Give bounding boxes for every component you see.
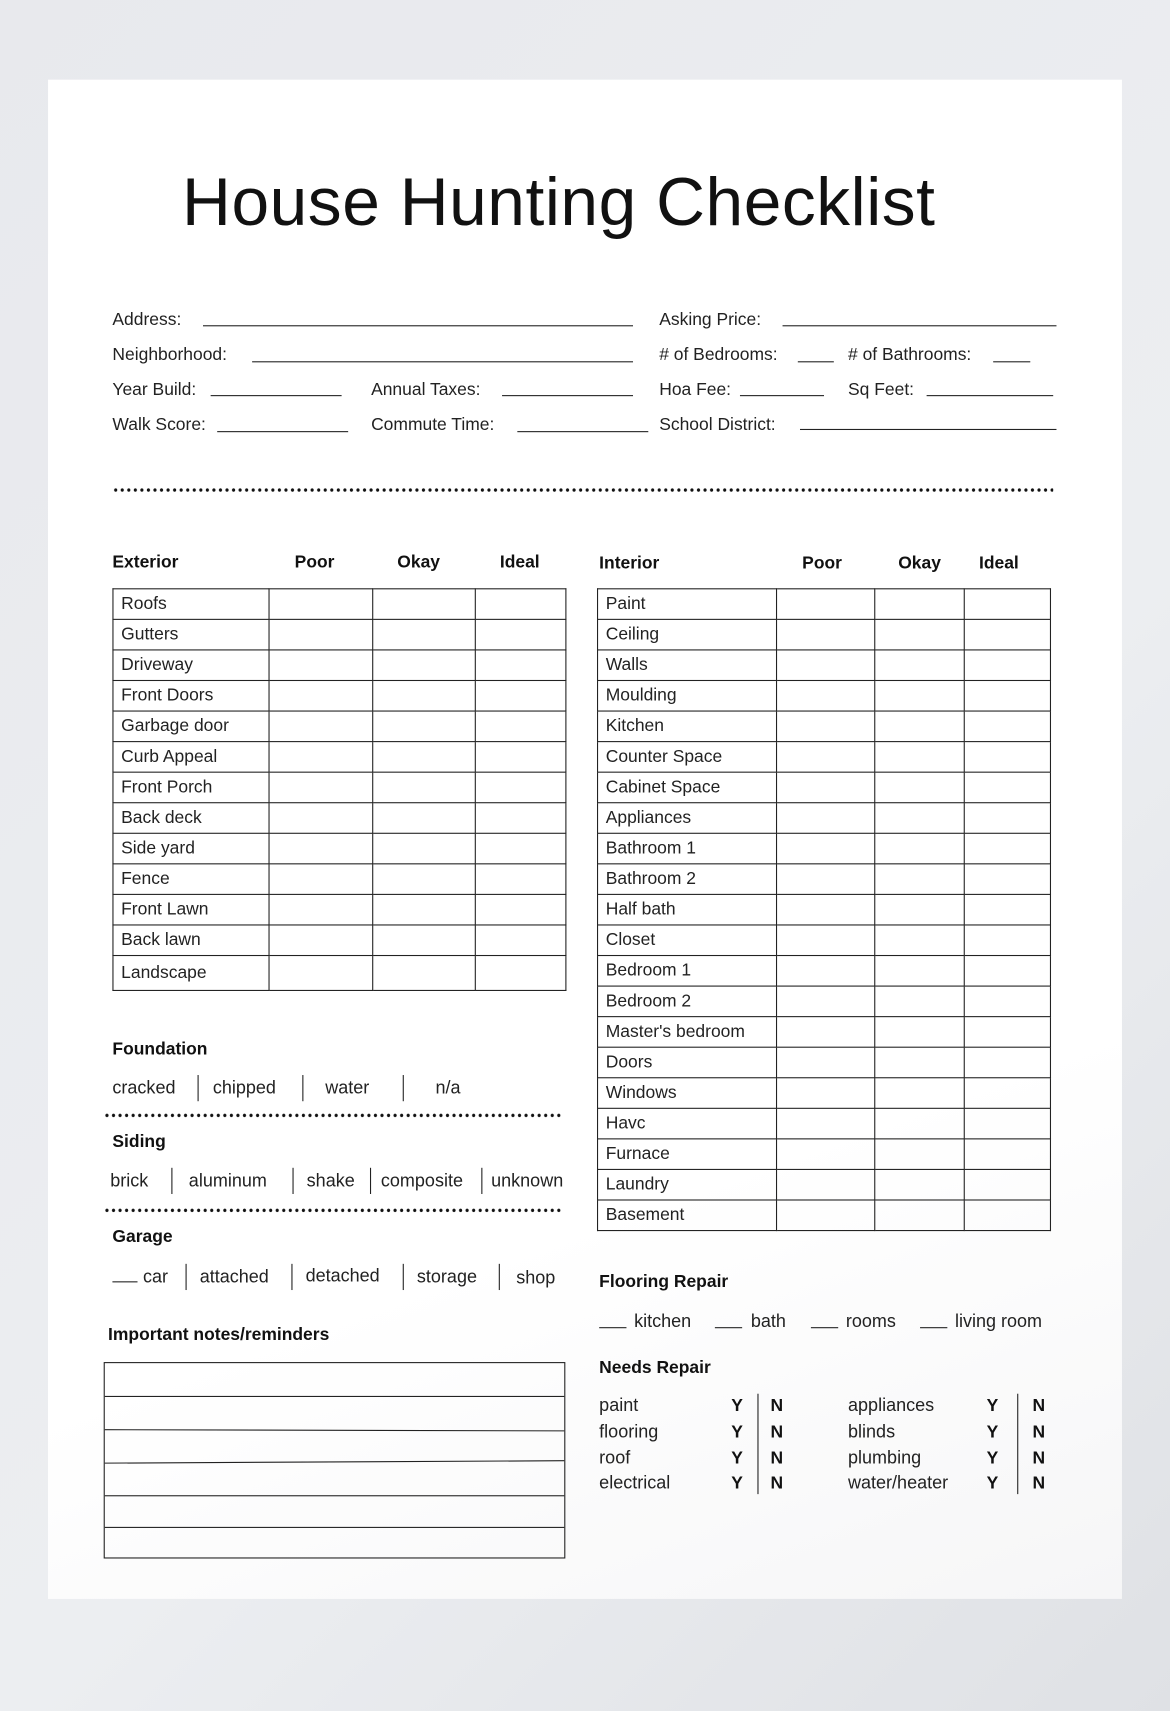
table-row xyxy=(113,925,566,956)
rating-cell-ideal[interactable] xyxy=(476,894,566,925)
table-row xyxy=(113,742,566,773)
address-field[interactable] xyxy=(203,325,633,326)
row-label: Windows xyxy=(598,1078,777,1109)
rating-cell-okay[interactable] xyxy=(875,864,964,895)
rating-cell-okay[interactable] xyxy=(372,680,475,711)
rating-cell-poor[interactable] xyxy=(269,680,372,711)
annual-taxes-field[interactable] xyxy=(502,395,633,396)
foundation-option-na[interactable]: n/a xyxy=(435,1078,461,1098)
table-row xyxy=(598,589,1051,620)
rating-cell-okay[interactable] xyxy=(875,803,964,834)
separator xyxy=(481,1168,482,1194)
garage-option-shop[interactable]: shop xyxy=(516,1268,556,1288)
yes-option[interactable]: Y xyxy=(986,1449,999,1468)
table-row xyxy=(598,803,1051,834)
neighborhood-field[interactable] xyxy=(252,361,633,362)
table-row xyxy=(598,650,1051,681)
table-row xyxy=(113,803,566,834)
rating-cell-okay[interactable] xyxy=(875,833,964,864)
rating-cell-poor[interactable] xyxy=(776,772,875,803)
row-label: Counter Space xyxy=(598,742,777,773)
rating-cell-ideal[interactable] xyxy=(964,589,1050,620)
notes-line xyxy=(105,1429,564,1431)
rating-cell-okay[interactable] xyxy=(372,742,475,773)
separator xyxy=(302,1075,303,1101)
flooring-rooms-blank[interactable] xyxy=(811,1327,838,1328)
notes-heading: Important notes/reminders xyxy=(108,1326,330,1345)
rating-cell-okay[interactable] xyxy=(875,1047,964,1078)
rating-cell-ideal[interactable] xyxy=(476,772,566,803)
table-row xyxy=(113,894,566,925)
table-row xyxy=(598,1108,1051,1139)
rating-cell-poor[interactable] xyxy=(269,650,372,681)
row-label: Doors xyxy=(598,1047,777,1078)
garage-option-car[interactable]: car xyxy=(142,1267,168,1287)
rating-cell-ideal[interactable] xyxy=(476,589,566,620)
table-row xyxy=(113,772,566,803)
rating-cell-okay[interactable] xyxy=(875,1017,964,1048)
siding-option-brick[interactable]: brick xyxy=(110,1171,149,1191)
row-label: Walls xyxy=(598,650,777,681)
row-label: Cabinet Space xyxy=(598,772,777,803)
table-row xyxy=(113,833,566,864)
table-row xyxy=(113,711,566,742)
flooring-bath-blank[interactable] xyxy=(715,1327,742,1328)
rating-cell-ideal[interactable] xyxy=(964,833,1050,864)
row-label: Moulding xyxy=(598,680,777,711)
row-label: Laundry xyxy=(598,1169,777,1200)
table-row xyxy=(598,772,1051,803)
row-label: Front Doors xyxy=(113,680,269,711)
rating-cell-ideal[interactable] xyxy=(964,1078,1050,1109)
rating-cell-poor[interactable] xyxy=(776,650,875,681)
separator xyxy=(198,1075,199,1101)
row-label: Fence xyxy=(113,864,269,895)
dotted-divider xyxy=(112,488,1053,492)
repair-item-label: plumbing xyxy=(848,1448,922,1468)
row-label: Driveway xyxy=(113,650,269,681)
rating-cell-okay[interactable] xyxy=(372,894,475,925)
table-row xyxy=(598,680,1051,711)
table-row xyxy=(598,956,1051,987)
page-title: House Hunting Checklist xyxy=(182,164,936,241)
rating-cell-okay[interactable] xyxy=(875,772,964,803)
notes-box[interactable] xyxy=(104,1362,566,1558)
needs-repair-heading: Needs Repair xyxy=(599,1358,711,1378)
rating-cell-poor[interactable] xyxy=(776,864,875,895)
table-row xyxy=(598,925,1051,956)
rating-cell-okay[interactable] xyxy=(875,1108,964,1139)
row-label: Closet xyxy=(598,925,777,956)
row-label: Roofs xyxy=(113,589,269,620)
row-label: Back lawn xyxy=(113,925,269,956)
bedrooms-field[interactable] xyxy=(798,361,834,362)
flooring-living-room-blank[interactable] xyxy=(920,1327,947,1328)
no-option[interactable]: N xyxy=(770,1449,784,1468)
garage-option-detached[interactable]: detached xyxy=(305,1266,380,1286)
table-row xyxy=(598,1017,1051,1048)
interior-table xyxy=(597,588,1051,1231)
separator xyxy=(499,1264,500,1290)
rating-cell-ideal[interactable] xyxy=(476,803,566,834)
school-district-field[interactable] xyxy=(800,429,1056,430)
notes-line xyxy=(105,1495,564,1496)
rating-cell-okay[interactable] xyxy=(372,925,475,956)
repair-item-label: water/heater xyxy=(848,1473,949,1494)
foundation-option-chipped[interactable]: chipped xyxy=(212,1078,276,1098)
walk-score-label: Walk Score: xyxy=(112,415,206,435)
row-label: Master's bedroom xyxy=(598,1017,777,1048)
flooring-option-rooms: rooms xyxy=(845,1311,896,1332)
table-row xyxy=(113,589,566,620)
repair-item-label: roof xyxy=(599,1448,631,1468)
rating-cell-ideal[interactable] xyxy=(964,619,1050,650)
rating-cell-ideal[interactable] xyxy=(964,1108,1050,1139)
sq-feet-label: Sq Feet: xyxy=(848,380,915,400)
separator xyxy=(370,1168,371,1194)
rating-cell-poor[interactable] xyxy=(269,956,372,991)
yes-option[interactable]: Y xyxy=(986,1474,999,1494)
row-label: Front Porch xyxy=(113,772,269,803)
row-label: Half bath xyxy=(598,894,777,925)
table-row xyxy=(598,894,1051,925)
flooring-option-bath: bath xyxy=(750,1311,786,1332)
no-option[interactable]: N xyxy=(1032,1449,1046,1468)
no-option[interactable]: N xyxy=(1032,1396,1046,1416)
rating-cell-poor[interactable] xyxy=(776,925,875,956)
sq-feet-field[interactable] xyxy=(927,395,1054,396)
yes-option[interactable]: Y xyxy=(731,1423,743,1442)
rating-cell-ideal[interactable] xyxy=(964,711,1050,742)
garage-option-attached[interactable]: attached xyxy=(199,1267,269,1287)
rating-cell-ideal[interactable] xyxy=(964,1017,1050,1048)
row-label: Basement xyxy=(598,1200,777,1231)
row-label: Bathroom 1 xyxy=(598,833,777,864)
rating-cell-ideal[interactable] xyxy=(964,986,1050,1017)
siding-heading: Siding xyxy=(112,1132,166,1152)
siding-option-composite[interactable]: composite xyxy=(380,1171,463,1191)
notes-line xyxy=(105,1396,564,1397)
rating-cell-poor[interactable] xyxy=(776,742,875,773)
yes-option[interactable]: Y xyxy=(731,1449,743,1468)
row-label: Back deck xyxy=(113,803,269,834)
dotted-divider xyxy=(104,1113,563,1117)
rating-cell-poor[interactable] xyxy=(269,803,372,834)
table-row xyxy=(598,711,1051,742)
bathrooms-label: # of Bathrooms: xyxy=(848,345,972,365)
table-row xyxy=(113,956,566,991)
rating-cell-poor[interactable] xyxy=(269,894,372,925)
foundation-option-cracked[interactable]: cracked xyxy=(112,1078,176,1098)
row-label: Furnace xyxy=(598,1139,777,1170)
rating-cell-poor[interactable] xyxy=(776,1047,875,1078)
flooring-heading: Flooring Repair xyxy=(599,1272,729,1292)
rating-cell-poor[interactable] xyxy=(269,619,372,650)
interior-heading: Interior xyxy=(599,554,660,573)
rating-cell-poor[interactable] xyxy=(269,864,372,895)
yes-option[interactable]: Y xyxy=(986,1423,999,1442)
notes-line xyxy=(105,1527,564,1528)
rating-cell-ideal[interactable] xyxy=(964,1047,1050,1078)
table-row xyxy=(598,619,1051,650)
rating-cell-okay[interactable] xyxy=(875,986,964,1017)
table-row xyxy=(598,1047,1051,1078)
rating-cell-ideal[interactable] xyxy=(964,1139,1050,1170)
rating-cell-poor[interactable] xyxy=(269,772,372,803)
separator xyxy=(403,1264,404,1290)
walk-score-field[interactable] xyxy=(217,431,348,432)
table-row xyxy=(113,680,566,711)
rating-cell-okay[interactable] xyxy=(875,925,964,956)
rating-cell-poor[interactable] xyxy=(776,1169,875,1200)
row-label: Havc xyxy=(598,1108,777,1139)
rating-cell-ideal[interactable] xyxy=(964,956,1050,987)
rating-cell-poor[interactable] xyxy=(269,589,372,620)
row-label: Ceiling xyxy=(598,619,777,650)
rating-cell-okay[interactable] xyxy=(372,772,475,803)
rating-cell-ideal[interactable] xyxy=(964,680,1050,711)
table-row xyxy=(598,1139,1051,1170)
rating-cell-poor[interactable] xyxy=(776,1200,875,1231)
separator xyxy=(1017,1394,1018,1494)
interior-col-ideal: Ideal xyxy=(978,554,1019,573)
flooring-option-living-room: living room xyxy=(954,1311,1043,1332)
flooring-kitchen-blank[interactable] xyxy=(599,1327,626,1328)
rating-cell-okay[interactable] xyxy=(875,894,964,925)
hoa-fee-field[interactable] xyxy=(740,395,824,396)
rating-cell-okay[interactable] xyxy=(875,650,964,681)
rating-cell-ideal[interactable] xyxy=(476,650,566,681)
repair-item-label: paint xyxy=(599,1395,639,1416)
notes-line xyxy=(105,1460,564,1463)
rating-cell-poor[interactable] xyxy=(776,619,875,650)
hoa-fee-label: Hoa Fee: xyxy=(659,380,732,400)
repair-item-label: blinds xyxy=(848,1422,896,1442)
rating-cell-okay[interactable] xyxy=(372,956,475,991)
rating-cell-ideal[interactable] xyxy=(964,803,1050,834)
exterior-heading: Exterior xyxy=(112,553,179,572)
repair-item-label: flooring xyxy=(599,1422,659,1442)
rating-cell-ideal[interactable] xyxy=(476,956,566,991)
rating-cell-okay[interactable] xyxy=(875,711,964,742)
row-label: Curb Appeal xyxy=(113,742,269,773)
rating-cell-poor[interactable] xyxy=(776,589,875,620)
no-option[interactable]: N xyxy=(1032,1474,1046,1494)
rating-cell-okay[interactable] xyxy=(875,680,964,711)
foundation-heading: Foundation xyxy=(112,1040,208,1059)
rating-cell-poor[interactable] xyxy=(776,986,875,1017)
rating-cell-poor[interactable] xyxy=(269,742,372,773)
table-row xyxy=(598,833,1051,864)
garage-car-blank[interactable] xyxy=(112,1281,137,1282)
separator xyxy=(403,1075,404,1101)
asking-price-label: Asking Price: xyxy=(659,311,762,330)
neighborhood-label: Neighborhood: xyxy=(112,345,227,365)
rating-cell-ideal[interactable] xyxy=(476,925,566,956)
rating-cell-okay[interactable] xyxy=(875,1078,964,1109)
no-option[interactable]: N xyxy=(1032,1423,1046,1442)
rating-cell-ideal[interactable] xyxy=(964,772,1050,803)
address-label: Address: xyxy=(112,311,182,330)
rating-cell-okay[interactable] xyxy=(372,803,475,834)
row-label: Landscape xyxy=(113,956,269,991)
no-option[interactable]: N xyxy=(770,1474,784,1494)
yes-option[interactable]: Y xyxy=(731,1396,743,1416)
rating-cell-ideal[interactable] xyxy=(964,864,1050,895)
rating-cell-okay[interactable] xyxy=(372,711,475,742)
row-label: Front Lawn xyxy=(113,894,269,925)
rating-cell-poor[interactable] xyxy=(269,925,372,956)
siding-option-unknown[interactable]: unknown xyxy=(491,1171,564,1191)
no-option[interactable]: N xyxy=(770,1423,784,1442)
exterior-col-poor: Poor xyxy=(294,553,335,572)
table-row xyxy=(113,650,566,681)
bedrooms-label: # of Bedrooms: xyxy=(659,345,778,365)
rating-cell-okay[interactable] xyxy=(372,619,475,650)
rating-cell-ideal[interactable] xyxy=(476,711,566,742)
siding-option-aluminum[interactable]: aluminum xyxy=(188,1171,267,1191)
annual-taxes-label: Annual Taxes: xyxy=(371,380,481,400)
rating-cell-okay[interactable] xyxy=(875,589,964,620)
rating-cell-ideal[interactable] xyxy=(964,1169,1050,1200)
bathrooms-field[interactable] xyxy=(993,361,1030,362)
rating-cell-okay[interactable] xyxy=(875,1139,964,1170)
row-label: Appliances xyxy=(598,803,777,834)
rating-cell-poor[interactable] xyxy=(776,894,875,925)
garage-heading: Garage xyxy=(112,1227,173,1247)
table-row xyxy=(598,1169,1051,1200)
row-label: Bedroom 2 xyxy=(598,986,777,1017)
rating-cell-poor[interactable] xyxy=(776,680,875,711)
rating-cell-okay[interactable] xyxy=(372,589,475,620)
rating-cell-poor[interactable] xyxy=(776,1017,875,1048)
row-label: Garbage door xyxy=(113,711,269,742)
row-label: Kitchen xyxy=(598,711,777,742)
yes-option[interactable]: Y xyxy=(731,1474,743,1494)
rating-cell-poor[interactable] xyxy=(776,803,875,834)
repair-item-label: appliances xyxy=(848,1395,935,1416)
exterior-table xyxy=(112,588,566,991)
rating-cell-okay[interactable] xyxy=(875,956,964,987)
separator xyxy=(171,1168,172,1194)
rating-cell-ideal[interactable] xyxy=(964,925,1050,956)
row-label: Gutters xyxy=(113,619,269,650)
asking-price-field[interactable] xyxy=(783,325,1057,326)
flooring-option-kitchen: kitchen xyxy=(634,1311,692,1332)
table-row xyxy=(598,1078,1051,1109)
row-label: Paint xyxy=(598,589,777,620)
exterior-col-okay: Okay xyxy=(397,553,440,572)
no-option[interactable]: N xyxy=(770,1396,784,1416)
yes-option[interactable]: Y xyxy=(986,1396,999,1416)
rating-cell-poor[interactable] xyxy=(776,1108,875,1139)
rating-cell-poor[interactable] xyxy=(776,1139,875,1170)
table-row xyxy=(113,619,566,650)
rating-cell-poor[interactable] xyxy=(269,711,372,742)
separator xyxy=(291,1264,292,1290)
rating-cell-poor[interactable] xyxy=(776,833,875,864)
row-label: Bedroom 1 xyxy=(598,956,777,987)
rating-cell-ideal[interactable] xyxy=(964,1200,1050,1231)
separator xyxy=(757,1394,758,1494)
garage-option-storage[interactable]: storage xyxy=(416,1267,477,1287)
rating-cell-okay[interactable] xyxy=(875,619,964,650)
separator xyxy=(186,1264,187,1290)
year-build-field[interactable] xyxy=(211,395,342,396)
interior-col-poor: Poor xyxy=(802,554,842,573)
rating-cell-ideal[interactable] xyxy=(964,650,1050,681)
rating-cell-okay[interactable] xyxy=(372,650,475,681)
rating-cell-ideal[interactable] xyxy=(476,864,566,895)
rating-cell-okay[interactable] xyxy=(875,1200,964,1231)
table-row xyxy=(598,864,1051,895)
rating-cell-poor[interactable] xyxy=(776,711,875,742)
rating-cell-poor[interactable] xyxy=(776,956,875,987)
table-row xyxy=(598,1200,1051,1231)
rating-cell-ideal[interactable] xyxy=(476,619,566,650)
rating-cell-ideal[interactable] xyxy=(476,833,566,864)
rating-cell-okay[interactable] xyxy=(372,833,475,864)
school-district-label: School District: xyxy=(659,415,776,435)
exterior-col-ideal: Ideal xyxy=(499,553,540,572)
rating-cell-ideal[interactable] xyxy=(964,894,1050,925)
rating-cell-ideal[interactable] xyxy=(964,742,1050,773)
row-label: Bathroom 2 xyxy=(598,864,777,895)
siding-option-shake[interactable]: shake xyxy=(306,1171,355,1191)
table-row xyxy=(113,864,566,895)
repair-item-label: electrical xyxy=(599,1473,671,1494)
rating-cell-ideal[interactable] xyxy=(476,680,566,711)
commute-time-field[interactable] xyxy=(517,431,648,432)
dotted-divider xyxy=(104,1208,563,1212)
rating-cell-okay[interactable] xyxy=(875,1169,964,1200)
row-label: Side yard xyxy=(113,833,269,864)
table-row xyxy=(598,986,1051,1017)
commute-time-label: Commute Time: xyxy=(371,415,495,435)
rating-cell-okay[interactable] xyxy=(875,742,964,773)
interior-col-okay: Okay xyxy=(898,554,941,573)
table-row xyxy=(598,742,1051,773)
rating-cell-okay[interactable] xyxy=(372,864,475,895)
foundation-option-water[interactable]: water xyxy=(325,1078,370,1098)
separator xyxy=(292,1168,293,1194)
year-build-label: Year Build: xyxy=(112,380,197,400)
rating-cell-poor[interactable] xyxy=(269,833,372,864)
rating-cell-poor[interactable] xyxy=(776,1078,875,1109)
rating-cell-ideal[interactable] xyxy=(476,742,566,773)
